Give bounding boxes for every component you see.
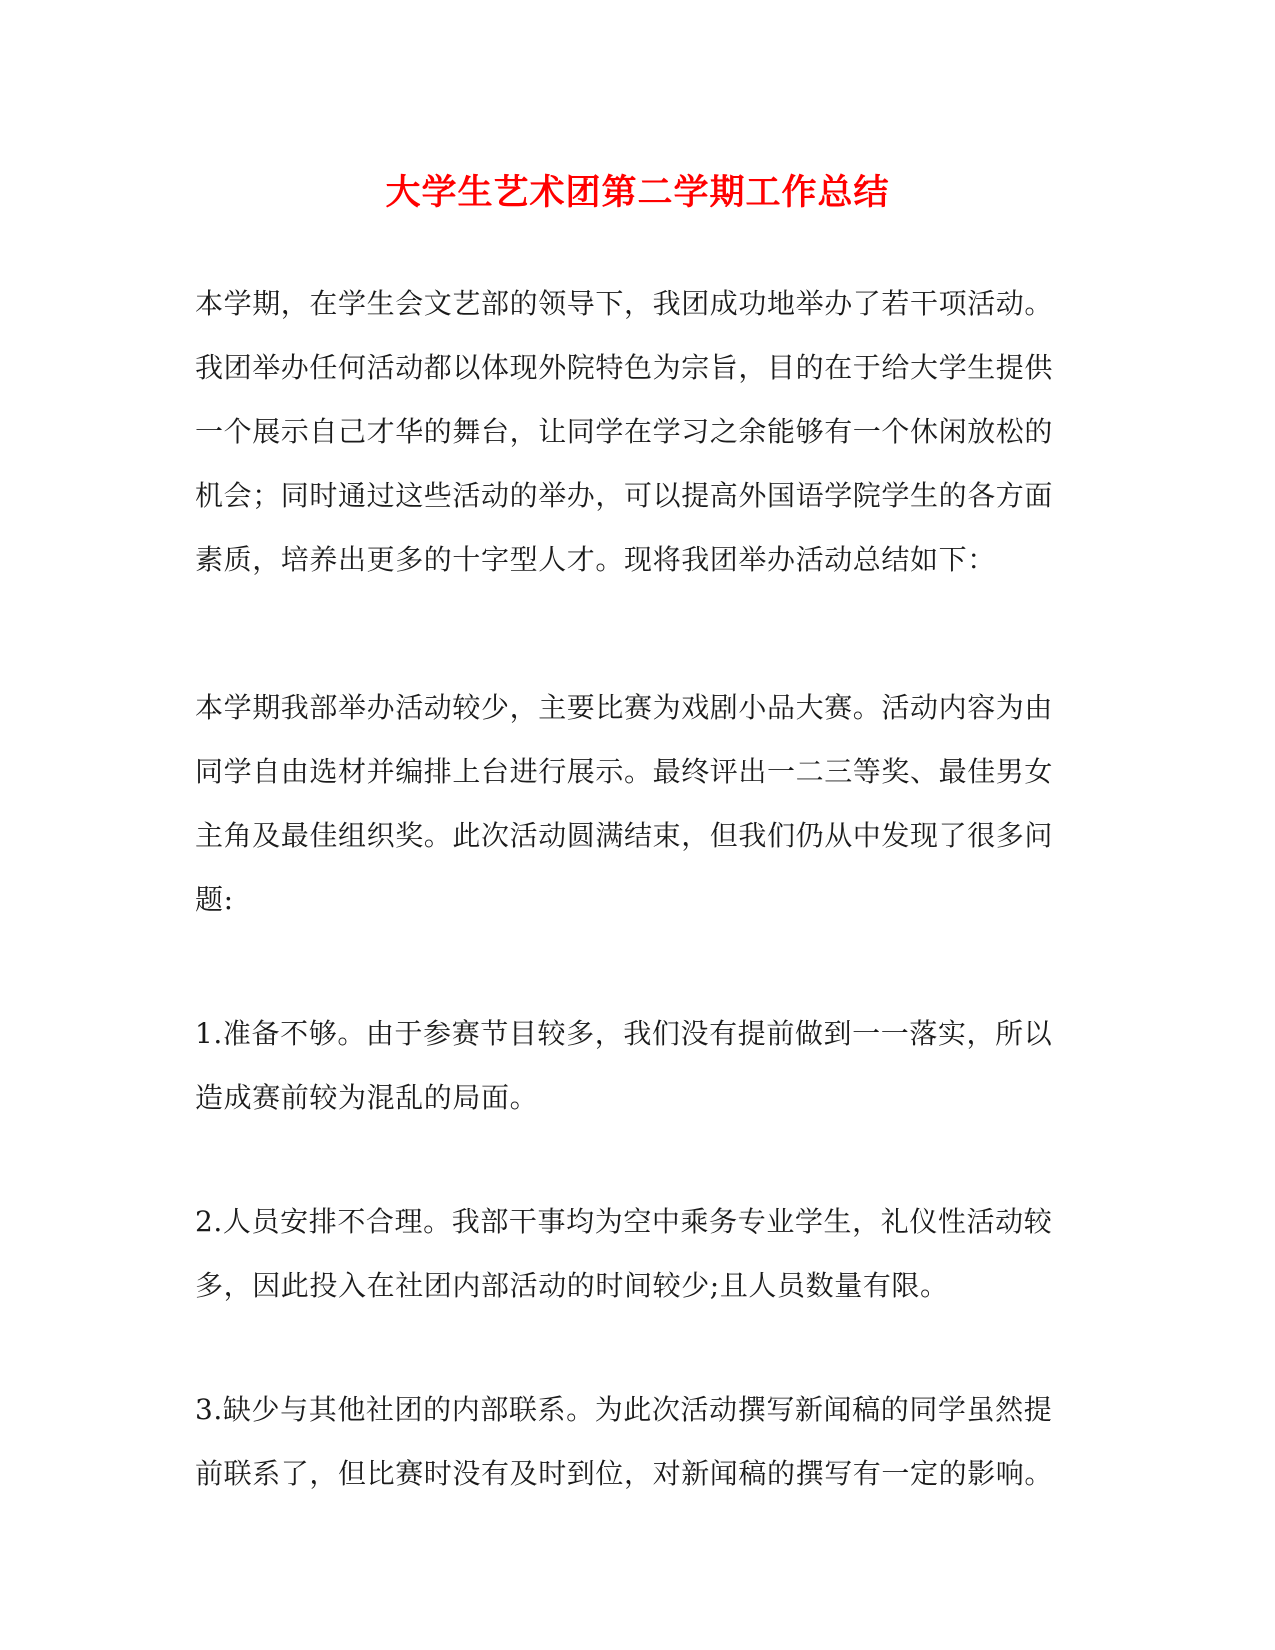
list-item-problem-2: [195, 1190, 1075, 1318]
paragraph-line: 本学期，在学生会文艺部的领导下，我团成功地举办了若干项活动。: [195, 287, 1054, 320]
paragraph-line: 题:: [195, 883, 234, 916]
paragraph-line: 2.人员安排不合理。我部干事均为空中乘务专业学生，礼仪性活动较: [195, 1205, 1053, 1238]
paragraph-line: 一个展示自己才华的舞台，让同学在学习之余能够有一个休闲放松的: [195, 415, 1054, 448]
paragraph-activities: [195, 676, 1075, 932]
paragraph-line: 造成赛前较为混乱的局面。: [195, 1081, 539, 1114]
list-item-problem-1: [195, 1002, 1075, 1130]
paragraph-line: 前联系了，但比赛时没有及时到位，对新闻稿的撰写有一定的影响。: [195, 1457, 1054, 1490]
paragraph-line: 机会；同时通过这些活动的举办，可以提高外国语学院学生的各方面: [195, 479, 1054, 512]
paragraph-line: 本学期我部举办活动较少，主要比赛为戏剧小品大赛。活动内容为由: [195, 691, 1054, 724]
paragraph-line: 主角及最佳组织奖。此次活动圆满结束，但我们仍从中发现了很多问: [195, 819, 1054, 852]
paragraph-line: 3.缺少与其他社团的内部联系。为此次活动撰写新闻稿的同学虽然提: [195, 1393, 1053, 1426]
paragraph-intro: [195, 272, 1075, 592]
document-title: 大学生艺术团第二学期工作总结: [385, 172, 890, 213]
paragraph-line: 多，因此投入在社团内部活动的时间较少;且人员数量有限。: [195, 1269, 949, 1302]
list-item-problem-3: [195, 1378, 1075, 1506]
paragraph-line: 我团举办任何活动都以体现外院特色为宗旨，目的在于给大学生提供: [195, 351, 1054, 384]
paragraph-line: 1.准备不够。由于参赛节目较多，我们没有提前做到一一落实，所以: [195, 1017, 1053, 1050]
paragraph-line: 素质，培养出更多的十字型人才。现将我团举办活动总结如下：: [195, 543, 996, 576]
paragraph-line: 同学自由选材并编排上台进行展示。最终评出一二三等奖、最佳男女: [195, 755, 1054, 788]
